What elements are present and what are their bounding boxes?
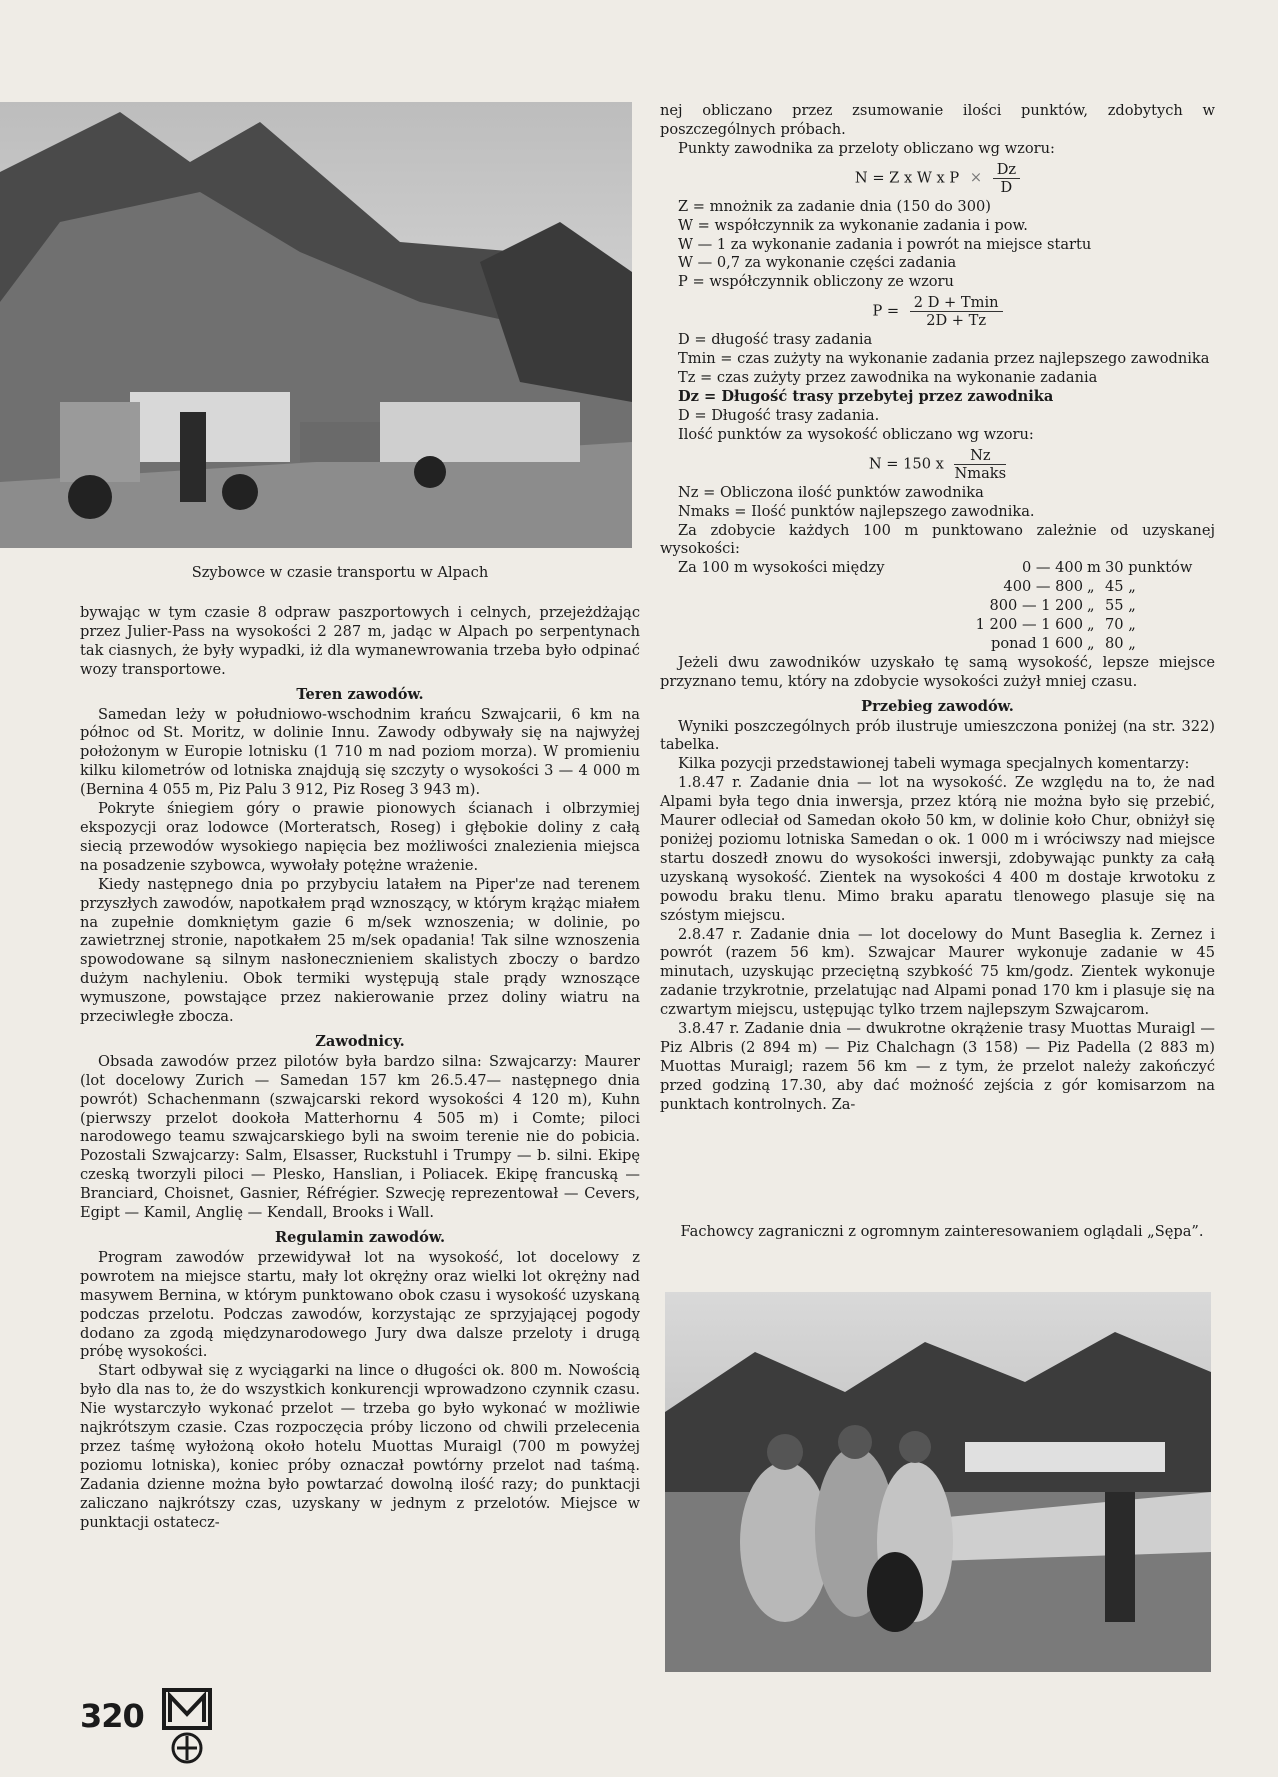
table-cell-points: 55 „ xyxy=(1105,597,1136,615)
magazine-logo-icon xyxy=(160,1686,214,1766)
paragraph: Ilość punktów za wysokość obliczano wg wzoru: xyxy=(678,425,1034,443)
definition: Nz = Obliczona ilość punktów zawodnika xyxy=(678,483,984,501)
paragraph: 3.8.47 r. Zadanie dnia — dwukrotne okrążenie trasy Muottas Muraigl — Piz Albris (2 894 m) — Piz Chalchagn (3 158) — Piz Padella (2 883 m) Muottas Muraigl; razem 56 km — z tym, że przelot należy zakończyć przed godziną 17.30, aby dać możność zejścia z gór komisarzom na punktach kontrolnych. Za- xyxy=(660,1020,1215,1113)
section-heading-regulamin: Regulamin zawodów. xyxy=(274,1229,446,1246)
paragraph: Samedan leży w południowo-wschodnim krańcu Szwajcarii, 6 km na północ od St. Moritz, w dolinie Innu. Zawody odbywały się na najwyżej położonym w Europie lotnisku (1 710 m nad poziom morza). W promieniu kilku kilometrów od lotniska znajdują się szczyty o wysokości 3 — 4 000 m (Bernina 4 055 m, Piz Palu 3 912, Piz Roseg 3 943 m). xyxy=(80,705,640,799)
paragraph: Kilka pozycji przedstawionej tabeli wymaga specjalnych komentarzy: xyxy=(678,755,1190,773)
paragraph: Punkty zawodnika za przeloty obliczano wg wzoru: xyxy=(678,139,1055,157)
table-row xyxy=(660,559,1215,578)
table-cell-points: 45 „ xyxy=(1105,578,1136,596)
formula-left: P = xyxy=(872,302,900,320)
paragraph: Jeżeli dwu zawodników uzyskało tę samą wysokość, lepsze miejsce przyznano temu, który na zdobycie wysokości zużył mniej czasu. xyxy=(660,653,1215,690)
definition: Z = mnożnik za zadanie dnia (150 do 300) xyxy=(678,197,991,215)
paragraph: Wyniki poszczególnych prób ilustruje umieszczona poniżej (na str. 322) tabelka. xyxy=(660,717,1215,754)
paragraph: Start odbywał się z wyciągarki na lince o długości ok. 800 m. Nowością było dla nas to, że do wszystkich konkurencji wprowadzono czynnik czasu. Nie wystarczyło wykonać przelot — trzeba go było wykonać w możliwie najkrótszym czasie. Czas rozpoczęcia próby liczono od chwili przelecenia przez taśmę wyłożoną około hotelu Muottas Muraigl (700 m powyżej poziomu lotniska), koniec próby oznaczał powtórny przelot nad taśmą. Zadania dzienne można było powtarzać dowolną ilość razy; do punktacji zaliczano najkrótszy czas, uzyskany w jednym z przelotów. Miejsce w punktacji ostatecz- xyxy=(80,1362,640,1531)
paragraph: Za zdobycie każdych 100 m punktowano zależnie od uzyskanej wysokości: xyxy=(660,521,1215,558)
definition: D = długość trasy zadania xyxy=(678,331,873,349)
table-cell-range: ponad 1 600 xyxy=(991,634,1083,652)
photo-experts-glider xyxy=(665,1292,1211,1672)
fraction-denominator: D xyxy=(1000,178,1013,196)
table-cell-points: 80 „ xyxy=(1105,634,1136,652)
table-cell-range: 800 — 1 200 xyxy=(989,597,1083,615)
paragraph: 1.8.47 r. Zadanie dnia — lot na wysokość. Ze względu na to, że nad Alpami była tego dnia inwersja, przez którą nie można było się przebić, Maurer odleciał od Samedan około 50 km, w dolinie koło Chur, obniżył się poniżej poziomu lotniska Samedan o ok. 1 000 m i wróciwszy nad miejsce startu doszedł znowu do wysokości inwersji, zdobywając punkty za całą uzyskaną wysokość. Zientek na wysokości 4 400 m dostaje krwotoku z powodu braku tlenu. Mimo braku aparatu tlenowego plasuje się na szóstym miejscu. xyxy=(660,774,1215,924)
table-cell-range: 1 200 — 1 600 xyxy=(975,616,1083,634)
photo-glider-transport-image xyxy=(0,102,632,548)
formula-fraction xyxy=(910,294,1003,329)
height-points-table xyxy=(660,559,1215,654)
definition: W = współczynnik za wykonanie zadania i pow. xyxy=(678,216,1028,234)
section-heading-przebieg: Przebieg zawodów. xyxy=(861,697,1014,715)
formula-flight-points xyxy=(660,161,1215,196)
paragraph: nej obliczano przez zsumowanie ilości punktów, zdobytych w poszczególnych próbach. xyxy=(660,102,1215,138)
right-column xyxy=(660,102,1215,1115)
formula-times: × xyxy=(969,169,983,187)
formula-height-points xyxy=(660,447,1215,482)
formula-left: N = Z x W x P xyxy=(854,169,960,187)
photo-glider-transport xyxy=(0,102,632,548)
table-cell-range: 400 — 800 xyxy=(1003,578,1083,596)
definition: Nmaks = Ilość punktów najlepszego zawodnika. xyxy=(678,502,1035,520)
fraction-denominator: Nmaks xyxy=(954,464,1007,482)
table-cell-unit: „ xyxy=(1087,634,1095,652)
page-number: 320 xyxy=(80,1697,144,1735)
left-column xyxy=(80,604,640,1533)
table-cell-unit: m xyxy=(1087,559,1101,577)
definition: Dz = Długość trasy przebytej przez zawodnika xyxy=(678,387,1054,405)
photo-caption-transport: Szybowce w czasie transportu w Alpach xyxy=(191,564,489,581)
fraction-numerator: Dz xyxy=(993,161,1020,179)
formula-fraction xyxy=(954,447,1006,482)
formula-left: N = 150 x xyxy=(868,455,944,473)
table-cell-points: 30 punktów xyxy=(1105,559,1193,577)
fraction-numerator: Nz xyxy=(954,447,1006,465)
table-cell-points: 70 „ xyxy=(1105,616,1136,634)
paragraph: Kiedy następnego dnia po przybyciu latałem na Piper'ze nad terenem przyszłych zawodów, napotkałem prąd wznoszący, w którym krążąc miałem na zupełnie domkniętym gazie 6 m/sek wznoszenia; w dolinie, po zawietrznej stronie, napotkałem 25 m/sek opadania! Tak silne wznoszenia spowodowane są silnym nasłonecznieniem skalistych zboczy o bardzo dużym nachyleniu. Obok termiki występują stale prądy wznoszące wymuszone, powstające przez nakierowanie przez doliny wiatru na przeciwległe zbocza. xyxy=(80,875,640,1026)
definition: D = Długość trasy zadania. xyxy=(678,406,880,424)
table-label: Za 100 m wysokości między xyxy=(678,559,885,577)
paragraph: Obsada zawodów przez pilotów była bardzo silna: Szwajcarzy: Maurer (lot docelowy Zurich — Samedan 157 km 26.5.47— następnego dnia powrót) Schachenmann (szwajcarski rekord wysokości 4 120 m), Kuhn (pierwszy przelot dookoła Matterhornu 4 505 m) i Comte; piloci narodowego teamu szwajcarskiego byli na swoim terenie nie do pobicia. Pozostali Szwajcarzy: Salm, Elsasser, Ruckstuhl i Trumpy — b. silni. Ekipę czeską tworzyli piloci — Plesko, Hanslian, i Poliacek. Ekipę francuską — Branciard, Choisnet, Gasnier, Réfrégier. Szwecję reprezentował — Cevers, Egipt — Kamil, Anglię — Kendall, Brooks i Wall. xyxy=(80,1052,640,1222)
paragraph: Program zawodów przewidywał lot na wysokość, lot docelowy z powrotem na miejsce startu, mały lot okrężny oraz wielki lot okrężny nad masywem Bernina, w którym punktowano obok czasu i wysokość uzyskaną podczas przelotu. Podczas zawodów, korzystając ze sprzyjającej pogody dodano za zgodą międzynarodowego Jury dwa dalsze przeloty i drugą próbę wysokości. xyxy=(80,1248,640,1361)
fraction-numerator: 2 D + Tmin xyxy=(910,294,1003,312)
definition: W — 0,7 za wykonanie części zadania xyxy=(678,254,957,272)
table-cell-range: 0 — 400 xyxy=(1021,559,1083,577)
paragraph: Pokryte śniegiem góry o prawie pionowych ścianach i olbrzymiej ekspozycji oraz lodowce (Morteratsch, Roseg) i głębokie doliny z całą siecią przewodów wysokiego napięcia bez możliwości znalezienia miejsca na posadzenie szybowca, wywołały potężne wrażenie. xyxy=(80,800,640,874)
table-cell-unit: „ xyxy=(1087,578,1095,596)
photo-caption-experts: Fachowcy zagraniczni z ogromnym zainteresowaniem oglądali „Sępa”. xyxy=(680,1223,1204,1240)
table-cell-unit: „ xyxy=(1087,616,1095,634)
definition: Tmin = czas zużyty na wykonanie zadania przez najlepszego zawodnika xyxy=(678,350,1210,368)
definition: W — 1 za wykonanie zadania i powrót na miejsce startu xyxy=(678,235,1092,253)
paragraph: 2.8.47 r. Zadanie dnia — lot docelowy do Munt Baseglia k. Zernez i powrót (razem 56 km). Szwajcar Maurer wykonuje zadanie w 45 minutach, uzyskując przeciętną szybkość 75 km/godz. Zientek wykonuje zadanie trzykrotnie, przelatując nad Alpami ponad 170 km i plasuje się na czwartym miejscu, ustępując tylko trzem najlepszym Szwajcarom. xyxy=(660,925,1215,1019)
section-heading-teren: Teren zawodów. xyxy=(296,685,424,703)
fraction-denominator: 2D + Tz xyxy=(926,312,987,330)
table-cell-unit: „ xyxy=(1087,597,1095,615)
formula-coefficient xyxy=(660,294,1215,329)
paragraph: bywając w tym czasie 8 odpraw paszportowych i celnych, przejeżdżając przez Julier-Pass na wysokości 2 287 m, jadąc w Alpach po serpentynach tak ciasnych, że były wypadki, iż dla wymanewrowania trzeba było odpinać wozy transportowe. xyxy=(80,604,640,678)
formula-fraction xyxy=(993,161,1020,196)
section-heading-zawodnicy: Zawodnicy. xyxy=(315,1032,405,1050)
definition: Tz = czas zużyty przez zawodnika na wykonanie zadania xyxy=(678,369,1098,387)
photo-experts-glider-image xyxy=(665,1292,1211,1672)
definition: P = współczynnik obliczony ze wzoru xyxy=(678,273,954,291)
